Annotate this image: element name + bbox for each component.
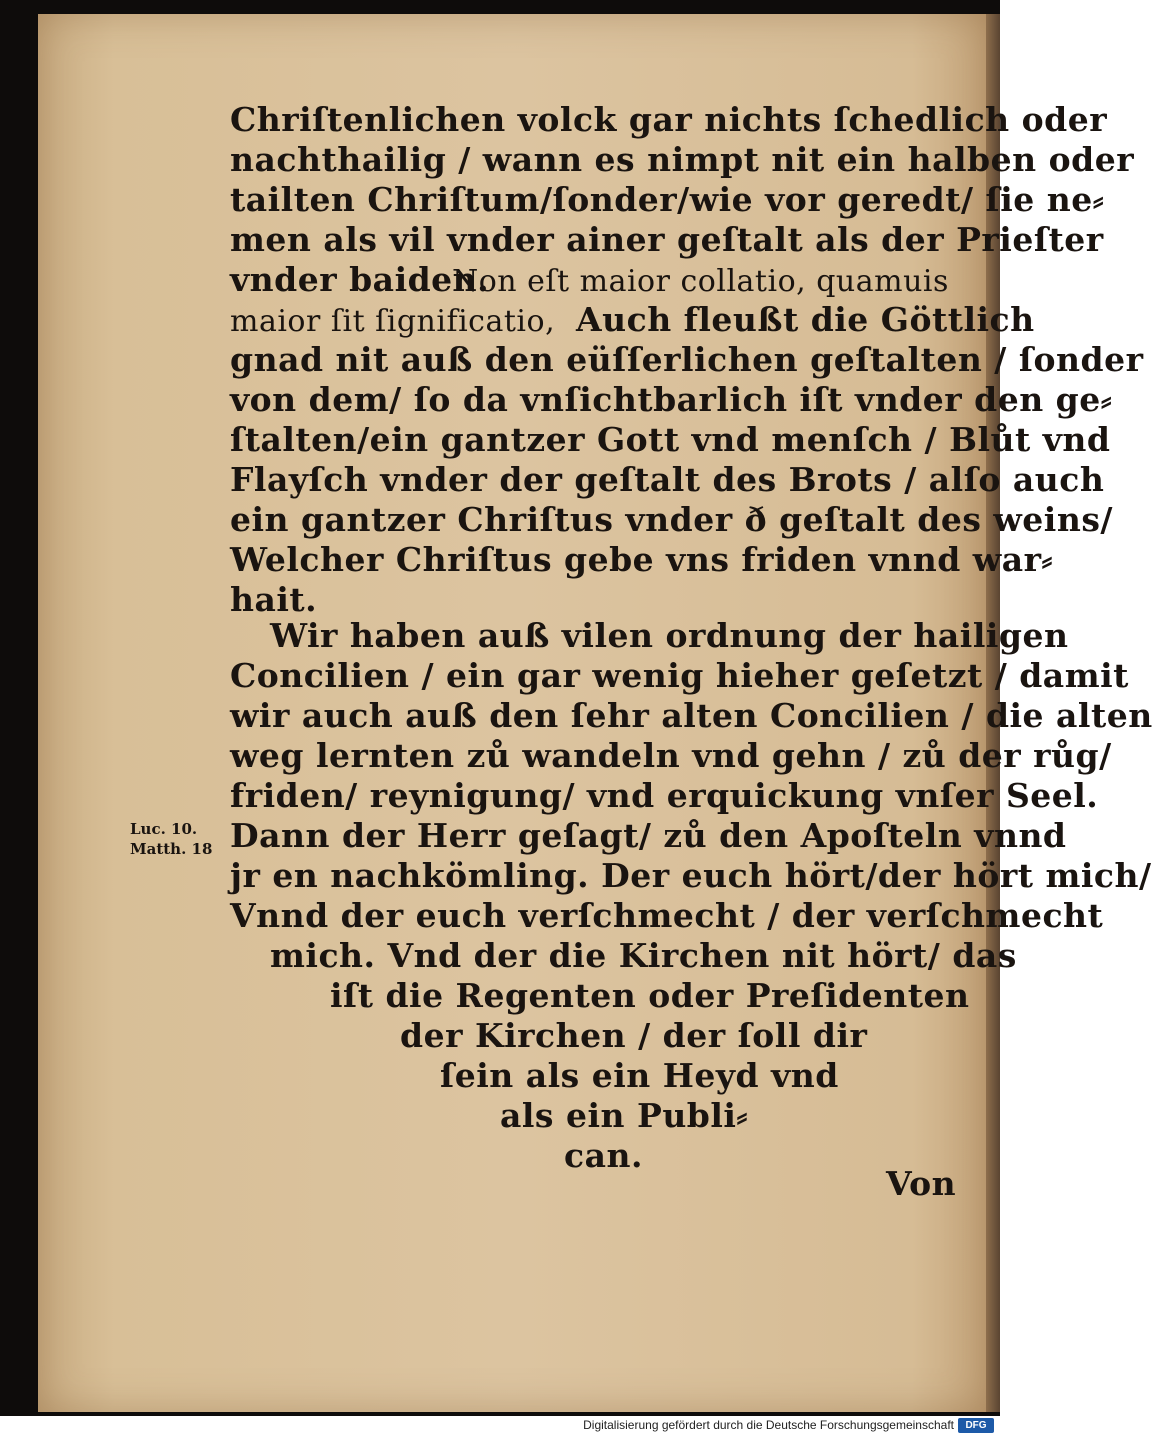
text-line: Chriſtenlichen volck gar nichts ſchedlich oder (230, 100, 1108, 139)
text-line: Wir haben auß vilen ordnung der hailigen (270, 616, 1069, 655)
dfg-logo-icon: DFG (958, 1418, 994, 1433)
text-line: tailten Chriſtum/ſonder/wie vor geredt/ ſie ne⸗ (230, 180, 1105, 219)
text-line: Auch fleußt die Göttlich (576, 300, 1035, 339)
text-line: Concilien / ein gar wenig hieher geſetzt / damit (230, 656, 1129, 695)
text-line: Vnnd der euch verſchmecht / der verſchmecht (230, 896, 1104, 935)
margin-note: Luc. 10. (130, 820, 198, 838)
footer-credit: Digitalisierung gefördert durch die Deutsche Forschungsgemeinschaft (583, 1418, 954, 1432)
margin-note: Matth. 18 (130, 840, 213, 858)
catchword: Von (886, 1164, 957, 1203)
text-line: Welcher Chriſtus gebe vns friden vnnd war⸗ (230, 540, 1053, 579)
text-line: men als vil vnder ainer geſtalt als der Prieſter (230, 220, 1104, 259)
text-line: Dann der Herr geſagt/ zů den Apoſteln vnnd (230, 816, 1067, 855)
text-line: iſt die Regenten oder Preſidenten (330, 976, 970, 1015)
footer (0, 1416, 1000, 1436)
text-line: ſein als ein Heyd vnd (440, 1056, 839, 1095)
text-line: vnder baiden. (230, 260, 490, 299)
text-line: von dem/ ſo da vnſichtbarlich iſt vnder den ge⸗ (230, 380, 1113, 419)
latin-text: maior ſit ſignificatio, (230, 304, 556, 339)
text-line: gnad nit auß den eüſſerlichen geſtalten / ſonder (230, 340, 1144, 379)
text-line: mich. Vnd der die Kirchen nit hört/ das (270, 936, 1017, 975)
text-line: jr en nachkömling. Der euch hört/der hört mich/ (230, 856, 1152, 895)
text-line: can. (564, 1136, 643, 1175)
text-line: der Kirchen / der ſoll dir (400, 1016, 868, 1055)
text-line: ein gantzer Chriſtus vnder ð geſtalt des weins/ (230, 500, 1113, 539)
text-line: friden/ reynigung/ vnd erquickung vnſer Seel. (230, 776, 1099, 815)
text-line: ſtalten/ein gantzer Gott vnd menſch / Blůt vnd (230, 420, 1111, 459)
text-line: als ein Publi⸗ (500, 1096, 748, 1135)
text-line: wir auch auß den ſehr alten Concilien / die alten (230, 696, 1153, 735)
text-line: hait. (230, 580, 318, 619)
text-line: Flayſch vnder der geſtalt des Brots / alſo auch (230, 460, 1105, 499)
latin-text: Non eſt maior collatio, quamuis (452, 264, 949, 299)
text-line: weg lernten zů wandeln vnd gehn / zů der růg/ (230, 736, 1112, 775)
text-line: nachthailig / wann es nimpt nit ein halben oder (230, 140, 1135, 179)
